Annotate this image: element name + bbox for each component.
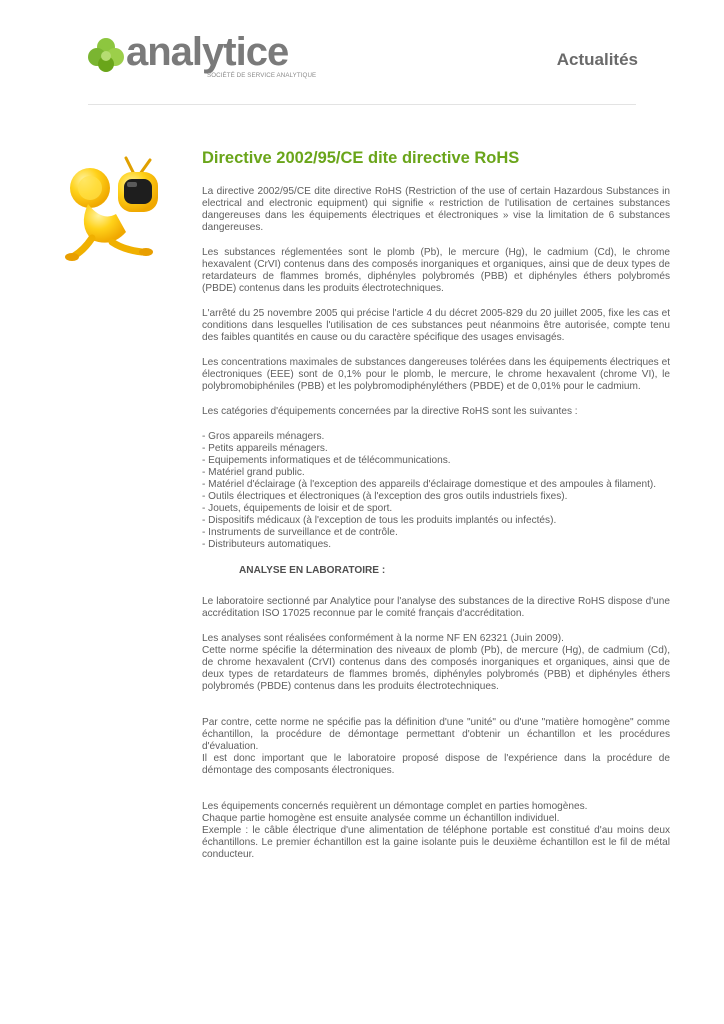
header-divider: [88, 104, 636, 105]
norm-detail-paragraph: Cette norme spécifie la détermination des niveaux de plomb (Pb), de mercure (Hg), de cadmium (Cd), de chrome hexavalent (CrVI) contenus dans des composés inorganiques et organiques, ainsi que de deux types de retardateurs de flammes bromés, diphényles polybromés (PBB) et diphényles éthers polybromés (PBDE) contenus dans les produits électrotechniques.: [202, 645, 670, 692]
definition-paragraph: Par contre, cette norme ne spécifie pas la définition d'une "unité" ou d'une "matière homogène" comme échantillon, la procédure de démontage permettant d'obtenir un échantillon et les procédures d'évaluation.: [202, 717, 670, 752]
list-item: - Distributeurs automatiques.: [202, 539, 332, 550]
categories-list: [202, 431, 670, 551]
clover-logo-icon: [86, 36, 126, 76]
section-title: Actualités: [556, 50, 638, 69]
norm-paragraph: Les analyses sont réalisées conformément à la norme NF EN 62321 (Juin 2009).: [202, 633, 564, 644]
list-item: - Jouets, équipements de loisir et de sport.: [202, 503, 393, 514]
sample-paragraph: Chaque partie homogène est ensuite analysée comme un échantillon individuel.: [202, 813, 560, 824]
example-paragraph: Exemple : le câble électrique d'une alimentation de téléphone portable est constitué d'au moins deux échantillons. Le premier échantillon est la gaine isolante puis le deuxième échantillon est le fil de métal conducteur.: [202, 825, 670, 860]
article-title: Directive 2002/95/CE dite directive RoHS: [202, 149, 520, 167]
logo-tagline: SOCIÉTÉ DE SERVICE ANALYTIQUE: [207, 72, 317, 79]
categories-intro: Les catégories d'équipements concernées par la directive RoHS sont les suivantes :: [202, 406, 578, 417]
page-header: [86, 32, 638, 102]
list-item: - Matériel grand public.: [202, 467, 305, 478]
mascot-illustration: [64, 152, 160, 264]
decree-paragraph: L'arrêté du 25 novembre 2005 qui précise l'article 4 du décret 2005-829 du 20 juillet 2005, fixe les cas et conditions dans lesquelles l'utilisation de ces substances peut néanmoins être autorisée, compte tenu des faibles quantités en cause ou du caractère spécifique des usages envisagés.: [202, 308, 670, 343]
list-item: - Dispositifs médicaux (à l'exception de tous les produits implantés ou infectés).: [202, 515, 557, 526]
accreditation-paragraph: Le laboratoire sectionné par Analytice pour l'analyse des substances de la directive RoHS dispose d'une accréditation ISO 17025 reconnue par le comité français d'accréditation.: [202, 596, 670, 619]
list-item: - Equipements informatiques et de télécommunications.: [202, 455, 451, 466]
lab-analysis-heading: ANALYSE EN LABORATOIRE :: [239, 565, 386, 576]
list-item: - Petits appareils ménagers.: [202, 443, 328, 454]
logo-wordmark: analytice: [126, 30, 289, 74]
list-item: - Instruments de surveillance et de contrôle.: [202, 527, 398, 538]
concentrations-paragraph: Les concentrations maximales de substances dangereuses tolérées dans les équipements électriques et électroniques (EEE) sont de 0,1% pour le plomb, le mercure, le chrome hexavalent (chrome VI), le polybromobiphéniles (PBB) et les polybromodiphényléthers (PBDE) et de 0,01% pour le cadmium.: [202, 357, 670, 392]
list-item: - Matériel d'éclairage (à l'exception des appareils d'éclairage domestique et des ampoules à filament).: [202, 479, 657, 490]
substances-paragraph: Les substances réglementées sont le plomb (Pb), le mercure (Hg), le cadmium (Cd), le chrome hexavalent (CrVI) contenus dans des composés inorganiques et organiques, ainsi que de deux types de retardateurs de flammes bromés, diphényles polybromés (PBB) et diphényles éthers polybromés (PBDE) contenus dans les produits électrotechniques.: [202, 247, 670, 294]
intro-paragraph: La directive 2002/95/CE dite directive RoHS (Restriction of the use of certain Hazardous Substances in electrical and electronic equipment) qui signifie « restriction de l'utilisation de certaines substances dangereuses dans les équipements électriques et électroniques » vise la limitation de 6 substances dangereuses.: [202, 186, 670, 233]
article-content: [202, 140, 670, 874]
tv-mascot-icon: [64, 152, 160, 264]
list-item: - Gros appareils ménagers.: [202, 431, 325, 442]
analytice-logo[interactable]: [86, 32, 326, 92]
disassembly-paragraph: Les équipements concernés requièrent un démontage complet en parties homogènes.: [202, 801, 588, 812]
list-item: - Outils électriques et électroniques (à l'exception des gros outils industriels fixes).: [202, 491, 568, 502]
experience-paragraph: Il est donc important que le laboratoire proposé dispose de l'expérience dans la procédure de démontage des composants électroniques.: [202, 753, 670, 776]
